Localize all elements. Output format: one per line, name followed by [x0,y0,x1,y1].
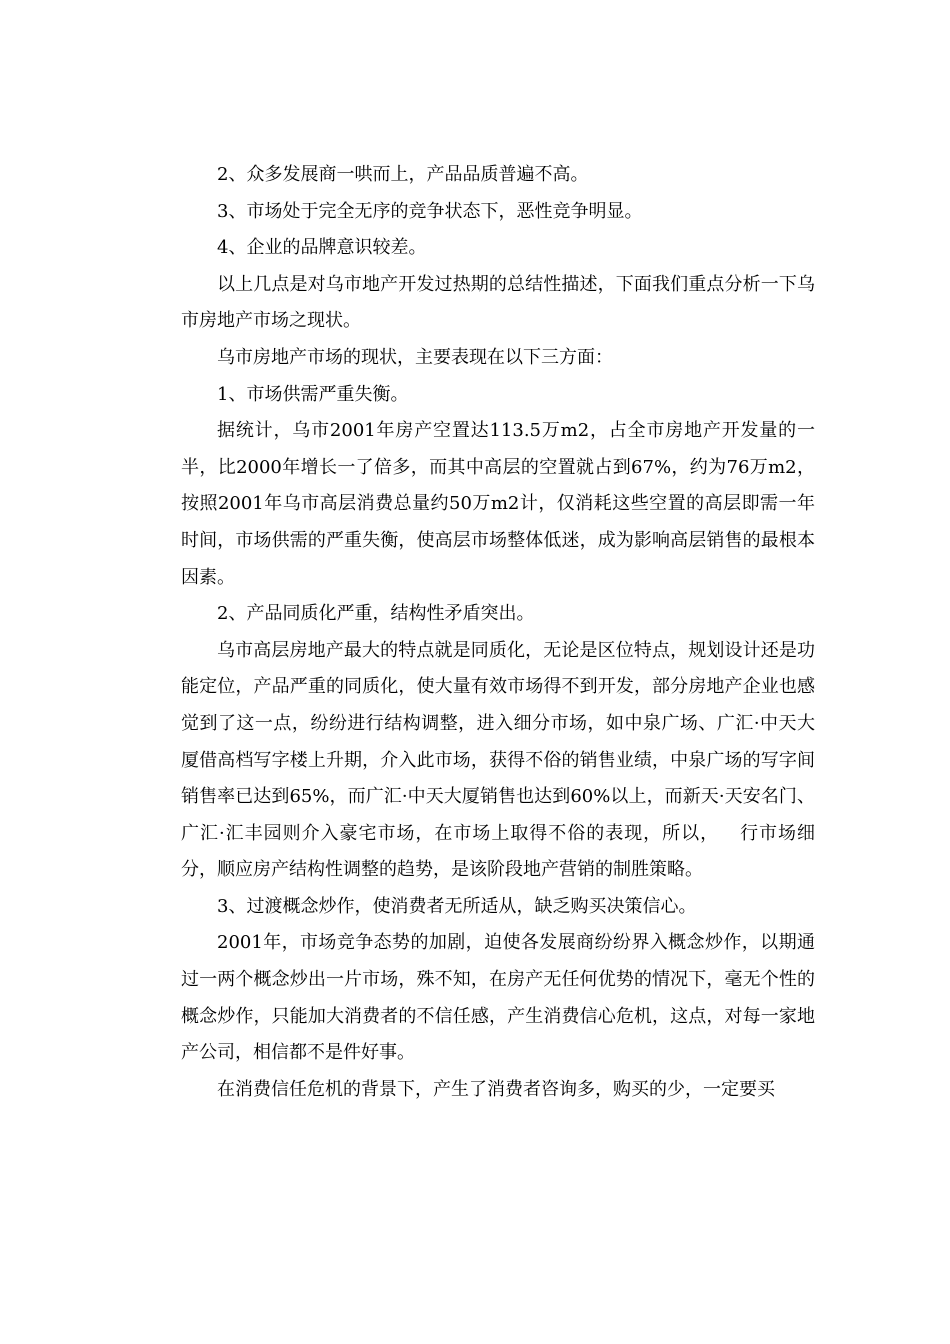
paragraph-12: 在消费信任危机的背景下，产生了消费者咨询多，购买的少，一定要买 [217,1078,775,1100]
paragraph-9-main: 乌市高层房地产最大的特点就是同质化，无论是区位特点，规划设计还是功能定位，产品严重的同质化，使大量有效市场得不到开发，部分房地产企业也感觉到了这一点，纷纷进行结构调整，进入细分市场，如中泉广场、广汇·中天大厦借高档写字楼上升期，介入此市场，获得不俗的销售业绩，中泉广场的写字间销售率已达到65%，而广汇·中天大厦销售也达到60%以上，而新天·天安名门、广汇·汇丰园则介入豪宅市场，在市场上取得不俗的表现，所以， [181,639,815,844]
section-heading-3: 3、过渡概念炒作，使消费者无所适从，缺乏购买决策信心。 [217,895,697,917]
paragraph-1: 2、众多发展商一哄而上，产品品质普遍不高。 [217,164,589,185]
paragraph-9 [181,633,815,889]
document-body [181,157,815,1108]
paragraph-4: 以上几点是对乌市地产开发过热期的总结性描述，下面我们重点分析一下乌市房地产市场之现状。 [181,273,815,332]
paragraph-5: 乌市房地产市场的现状，主要表现在以下三方面： [217,346,613,368]
paragraph-3: 4、企业的品牌意识较差。 [217,237,427,259]
section-heading-2: 2、产品同质化严重，结构性矛盾突出。 [217,603,535,625]
paragraph-9-tail: 行市场细分，顺应房产结构性调整的趋势，是该阶段地产营销的制胜策略。 [181,822,816,881]
paragraph-11: 2001年，市场竞争态势的加剧，迫使各发展商纷纷界入概念炒作，以期通过一两个概念炒出一片市场，殊不知，在房产无任何优势的情况下，毫无个性的概念炒作，只能加大消费者的不信任感，产生消费信心危机，这点，对每一家地产公司，相信都不是件好事。 [181,932,815,1064]
paragraph-7: 据统计，乌市2001年房产空置达113.5万m2，占全市房地产开发量的一半，比2000年增长一了倍多，而其中高层的空置就占到67%，约为76万m2，按照2001年乌市高层消费总量约50万m2计，仅消耗这些空置的高层即需一年时间，市场供需的严重失衡，使高层市场整体低迷，成为影响高层销售的最根本因素。 [181,420,815,588]
section-heading-1: 1、市场供需严重失衡。 [217,383,409,405]
paragraph-2: 3、市场处于完全无序的竞争状态下，恶性竞争明显。 [217,200,643,222]
